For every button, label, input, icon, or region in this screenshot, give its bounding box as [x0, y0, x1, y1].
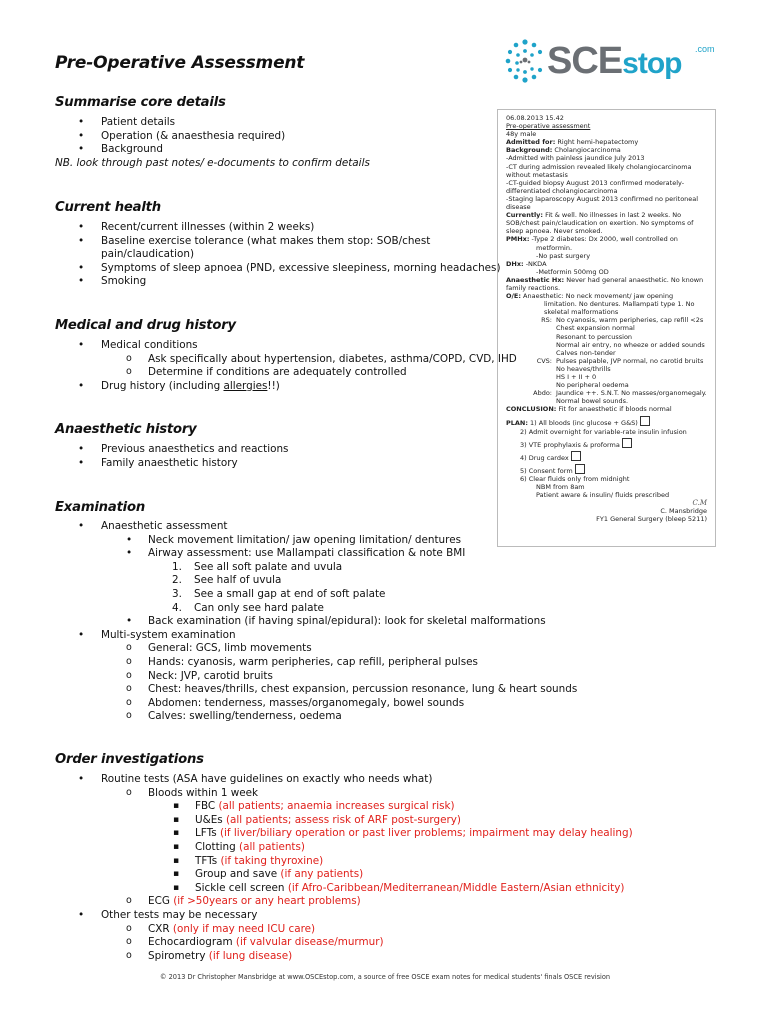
checkbox-icon — [571, 451, 581, 461]
list-item-continuation: pain/claudication) — [101, 248, 195, 261]
sub-item: o General: GCS, limb movements — [55, 642, 577, 656]
list-item: • Routine tests (ASA have guidelines on exactly who needs what) — [55, 773, 633, 787]
blood-test-item: ▪ Group and save (if any patients) — [55, 868, 633, 882]
page-title: Pre-Operative Assessment — [55, 53, 305, 73]
sub-item: • Back examination (if having spinal/epidural): look for skeletal malformations — [55, 615, 577, 629]
nb-note: NB. look through past notes/ e-documents to confirm details — [55, 157, 370, 169]
medical-history-heading: Medical and drug history — [55, 318, 236, 333]
anaesthetic-history-heading: Anaesthetic history — [55, 422, 197, 437]
list-item: • Operation (& anaesthesia required) — [55, 130, 285, 144]
sub-item: • Neck movement limitation/ jaw opening limitation/ dentures — [55, 534, 577, 548]
core-details-heading: Summarise core details — [55, 95, 226, 110]
current-health-list — [55, 221, 501, 289]
blood-test-item: ▪ LFTs (if liver/biliary operation or past liver problems; impairment may delay healing) — [55, 827, 633, 841]
note-heading: Pre-operative assessment — [506, 122, 591, 131]
sub-item: o Determine if conditions are adequately controlled — [55, 366, 517, 380]
mallampati-item: 3. See a small gap at end of soft palate — [172, 587, 386, 600]
examination-heading: Examination — [55, 500, 146, 515]
anaesthetic-history-list — [55, 443, 288, 470]
sub-item: o Bloods within 1 week — [55, 787, 633, 801]
sub-item: o Echocardiogram (if valvular disease/murmur) — [55, 936, 633, 950]
medical-history-list — [55, 339, 517, 393]
logo-stop: stop — [622, 47, 682, 80]
examination-list — [55, 520, 577, 724]
blood-test-item: ▪ U&Es (all patients; assess risk of ARF post-surgery) — [55, 814, 633, 828]
list-item: • Other tests may be necessary — [55, 909, 633, 923]
note-date: 06.08.2013 15.42 — [506, 114, 564, 122]
osce-stop-logo — [503, 38, 723, 84]
blood-test-item: ▪ FBC (all patients; anaemia increases surgical risk) — [55, 800, 633, 814]
mallampati-item: 2. See half of uvula — [172, 574, 282, 587]
signature: C.M — [692, 499, 707, 508]
logo-com: .com — [695, 44, 715, 54]
current-health-heading: Current health — [55, 200, 161, 215]
investigations-list — [55, 773, 633, 963]
allergies-underlined: allergies — [223, 379, 268, 392]
list-item: • Patient details — [55, 116, 285, 130]
core-details-list — [55, 116, 285, 157]
checkbox-icon — [622, 438, 632, 448]
blood-test-item: ▪ TFTs (if taking thyroxine) — [55, 855, 633, 869]
list-item: • Recent/current illnesses (within 2 weeks) — [55, 221, 501, 235]
mallampati-item: 1. See all soft palate and uvula — [172, 560, 343, 573]
blood-test-item: ▪ Clotting (all patients) — [55, 841, 633, 855]
order-investigations-heading: Order investigations — [55, 752, 204, 767]
list-item: • Background — [55, 143, 285, 157]
list-item: • Previous anaesthetics and reactions — [55, 443, 288, 457]
mallampati-item: 4. Can only see hard palate — [172, 601, 324, 614]
list-item: • Symptoms of sleep apnoea (PND, excessive sleepiness, morning headaches) — [55, 262, 501, 276]
sub-item: o CXR (only if may need ICU care) — [55, 923, 633, 937]
logo-dots-icon — [503, 38, 547, 84]
sub-item: o Calves: swelling/tenderness, oedema — [55, 710, 577, 724]
sub-item: o Abdomen: tenderness, masses/organomegaly, bowel sounds — [55, 697, 577, 711]
note-role: FY1 General Surgery (bleep 5211) — [596, 515, 707, 524]
sub-item: • Airway assessment: use Mallampati classification & note BMI — [55, 547, 577, 561]
list-item: • Drug history (including allergies!!) — [55, 380, 517, 394]
sub-item: o Neck: JVP, carotid bruits — [55, 670, 577, 684]
example-clinical-note: 06.08.2013 15.42 Pre-operative assessment 48y male Admitted for: Right hemi-hepatectomy Background: Cholangiocarcinoma -Admitted with painless jaundice July 2013 -CT during admission revealed likely cholangiocarcinoma without metastasis -CT-guided biopsy August 2013 confirmed moderately- differentiated cholangiocarcinoma -Staging laparoscopy August 2013 confirmed no peritoneal disease Currently: Fit & well. No illnesses in last 2 weeks. No SOB/chest pain/claudication on exertion. No symptoms of sleep apnoea. Never smoked. PMHx: -Type 2 diabetes: Dx 2000, well controlled on metformin. -No past surgery DHx: -NKDA -Metformin 500mg OD Anaesthetic Hx: Never had general anaesthetic. No known family reactions. O/E: Anaesthetic: No neck movement/ jaw opening limitation. No dentures. Mallampati type 1. No skeletal malformations RS: No cyanosis, warm peripheries, cap refill <2s Chest expansion normal Resonant to percussion Normal air entry, no wheeze or added sounds Calves non-tender CVS: Pulses palpable, JVP normal, no carotid bruits No heaves/thrills HS I + II + 0 No peripheral oedema Abdo: Jaundice ++. S.N.T. No masses/organomegaly. Normal bowel sounds. CONCLUSION: Fit for anaesthetic if bloods normal PLAN: 1) All bloods (inc glucose + G&S) 2) Admit overnight for variable-rate insulin infusion 3) VTE prophylaxis & proforma 4) Drug cardex 5) Consent form 6) Clear fluids only from midnight NBM from 8am Patient aware & insulin/ fluids prescribed C.M C. Mansbridge FY1 General Surgery (bleep 5211) — [497, 109, 716, 547]
note-author: C. Mansbridge — [660, 507, 707, 516]
blood-test-item: ▪ Sickle cell screen (if Afro-Caribbean/Mediterranean/Middle Eastern/Asian ethnicity) — [55, 882, 633, 896]
list-item: • Anaesthetic assessment — [55, 520, 577, 534]
sub-item: o Ask specifically about hypertension, diabetes, asthma/COPD, CVD, IHD — [55, 353, 517, 367]
sub-item: o Chest: heaves/thrills, chest expansion, percussion resonance, lung & heart sounds — [55, 683, 577, 697]
list-item: • Smoking — [55, 275, 501, 289]
logo-main: SCE — [547, 40, 623, 82]
list-item: • Medical conditions — [55, 339, 517, 353]
checkbox-icon — [640, 416, 650, 426]
sub-item: o Hands: cyanosis, warm peripheries, cap refill, peripheral pulses — [55, 656, 577, 670]
sub-item: o ECG (if >50years or any heart problems) — [55, 895, 633, 909]
sub-item: o Spirometry (if lung disease) — [55, 950, 633, 964]
copyright-footer: © 2013 Dr Christopher Mansbridge at www.OSCEstop.com, a source of free OSCE exam notes for medical students' finals OSCE revision — [159, 973, 611, 981]
list-item: • Baseline exercise tolerance (what makes them stop: SOB/chest — [55, 235, 501, 249]
list-item: • Family anaesthetic history — [55, 457, 288, 471]
list-item: • Multi-system examination — [55, 629, 577, 643]
checkbox-icon — [575, 464, 585, 474]
